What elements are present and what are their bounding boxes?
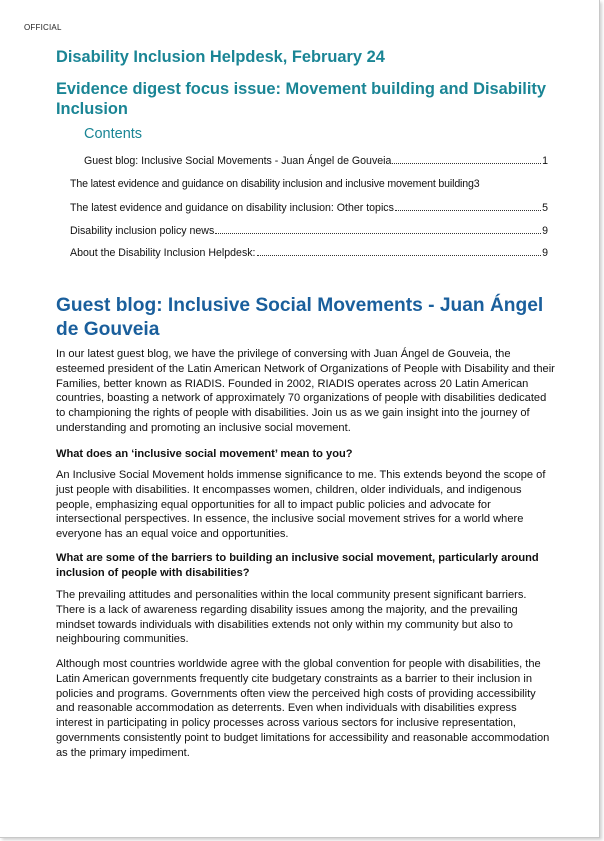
toc-entry-text: The latest evidence and guidance on disability inclusion: Other topics [70,202,394,214]
toc-entry-text: About the Disability Inclusion Helpdesk: [70,247,256,259]
toc-entry[interactable] [70,246,548,260]
toc-entry-text: The latest evidence and guidance on disability inclusion and inclusive movement building [70,178,474,190]
toc-entry-text: Disability inclusion policy news [70,225,215,237]
document-title: Disability Inclusion Helpdesk, February 24 [56,48,385,66]
question-heading: What are some of the barriers to building an inclusive social movement, particularly around inclusion of people with disabilities? [56,552,539,579]
document-subtitle: Evidence digest focus issue: Movement building and Disability Inclusion [56,80,546,118]
toc-entry-page: 9 [542,225,548,237]
contents-heading: Contents [84,126,143,142]
answer-paragraph: An Inclusive Social Movement holds immense significance to me. This extends beyond the scope of just people with disabilities. It encompasses women, children, older individuals, and indigenous people, emphasizing equal opportunities for all to impact public policies and advocate for intersectional perspectives. In essence, the inclusive social movement strives for a world where everyone has an equal voice and opportunities. [56,469,546,541]
toc-entry-page: 9 [542,247,548,259]
toc-entry[interactable] [70,224,548,238]
toc-entry[interactable] [70,201,548,215]
toc-entry[interactable] [84,154,548,168]
security-marking: OFFICIAL [24,23,62,32]
intro-paragraph: In our latest guest blog, we have the privilege of conversing with Juan Ángel de Gouveia, the esteemed president of the Latin American Network of Organizations of People with Disability and their Families, better known as RIADIS. Founded in 2002, RIADIS operates across 20 Latin American countries, boasting a network of approximately 70 organizations of people with disabilities dedicated to championing the rights of people with disabilities. Join us as we gain insight into the journey of understanding and promoting an inclusive social movement. [56,348,555,434]
toc-entry-page: 5 [542,202,548,214]
toc-leader [395,201,541,211]
answer-paragraph: Although most countries worldwide agree with the global convention for people with disabilities, the Latin American governments frequently cite budgetary constraints as a barrier to their inclusion in policies and programs. Governments often view the perceived high costs of providing accessibility and reasonable accommodation as deterrents. Even when individuals with disabilities express interest in participating in policy processes across various sectors for inclusive representation, governments consistently point to budget limitations for accessibility and reasonable accommodation as the primary impediment. [56,658,550,759]
section-heading: Guest blog: Inclusive Social Movements - Juan Ángel de Gouveia [56,295,544,340]
toc-leader [257,246,542,256]
toc-entry-page: 3 [473,178,480,190]
toc-entry-text: Guest blog: Inclusive Social Movements - Juan Ángel de Gouveia [84,155,392,167]
toc-leader [215,224,541,234]
toc-entry[interactable] [70,178,548,192]
answer-paragraph: The prevailing attitudes and personalities within the local community present significant barriers. There is a lack of awareness regarding disability issues among the majority, and the prevailing mindset towards individuals with disabilities extends not only within my community but also to neighbouring communities. [56,589,527,646]
toc-leader [392,154,541,164]
question-heading: What does an ‘inclusive social movement’ mean to you? [56,448,353,460]
toc-entry-page: 1 [542,155,548,167]
